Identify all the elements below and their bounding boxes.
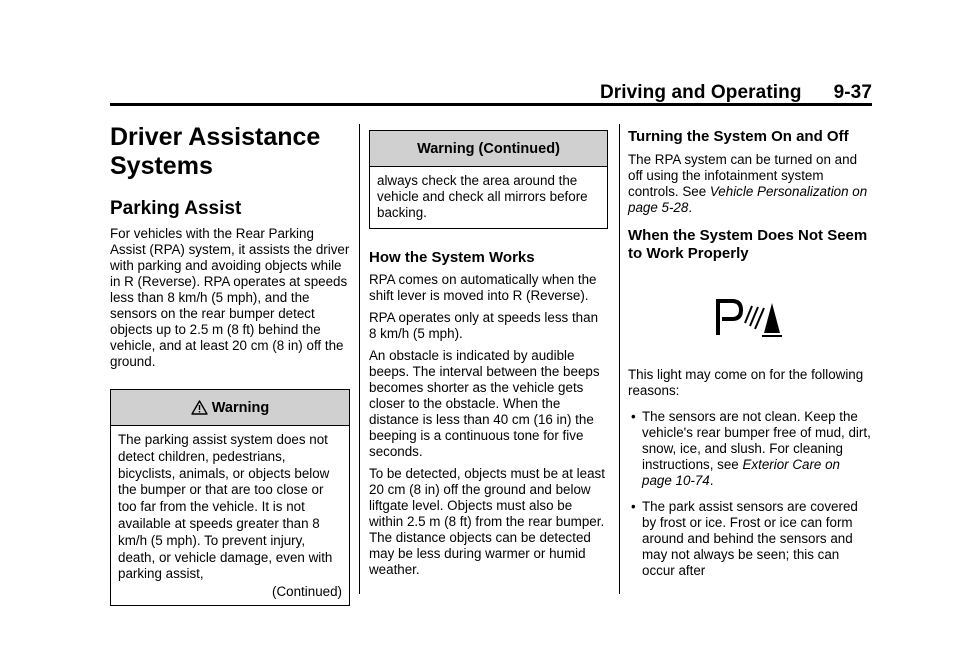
warning-box	[110, 389, 350, 606]
on-off-text: The RPA system can be turned on and off using the infotainment system controls. See	[628, 152, 858, 199]
column-divider-2	[619, 124, 620, 594]
column-1	[110, 124, 350, 606]
warning-title: Warning	[211, 399, 270, 416]
continued-label: (Continued)	[272, 584, 342, 600]
warning-triangle-icon	[191, 400, 208, 415]
how-p3: An obstacle is indicated by audible beeps. The interval between the beeps becomes shorter as the vehicle gets closer to the obstacle. When the distance is less than 40 cm (16 in) the beeping is a continuous tone for five seconds.	[369, 348, 600, 459]
warning-continued-text: always check the area around the vehicle and check all mirrors before backing.	[377, 173, 588, 220]
chapter-title-line2: Systems	[110, 152, 213, 180]
section-title: Driving and Operating	[599, 82, 802, 103]
section-heading-parking-assist: Parking Assist	[110, 198, 242, 219]
warning-text: The parking assist system does not detect children, pedestrians, bicyclists, animals, or objects below the bumper or that are too close or too far from the vehicle. It is not available at speeds greater than 8 km/h (5 mph). To prevent injury, death, or vehicle damage, even with parking assist,	[118, 432, 333, 582]
warning-continued-header: Warning (Continued)	[370, 131, 607, 167]
chapter-title-line1: Driver Assistance	[110, 123, 321, 151]
bullet-text-1: The sensors are not clean. Keep the vehicle's rear bumper free of mud, dirt, snow, ice, and slush. For cleaning instructions, see Exterior Care on page 10-74.	[642, 409, 871, 488]
column-3	[628, 128, 872, 579]
light-reasons-paragraph: This light may come on for the following reasons:	[628, 367, 864, 398]
how-p4: To be detected, objects must be at least 20 cm (8 in) off the ground and below liftgate level. Objects must also be within 2.5 m (8 ft) from the rear bumper. The distance objects can be detected may be less during warmer or humid weather.	[369, 466, 605, 577]
how-p2: RPA operates only at speeds less than 8 km/h (5 mph).	[369, 310, 599, 341]
intro-paragraph: For vehicles with the Rear Parking Assist (RPA) system, it assists the driver with parking and avoiding objects while in R (Reverse). RPA operates at speeds less than 8 km/h (5 mph), and the sensors on the rear bumper detect objects up to 2.5 m (8 ft) behind the vehicle, and at least 20 cm (8 in) off the ground.	[110, 226, 350, 369]
vehicle-personalization-link[interactable]: Vehicle Personalization on page 5-28	[628, 184, 868, 215]
section-heading-on-off: Turning the System On and Off	[628, 128, 849, 145]
on-off-paragraph	[628, 152, 872, 216]
park-assist-indicator-icon	[714, 297, 786, 337]
warning-continued-box	[369, 130, 608, 229]
column-divider-1	[359, 124, 360, 594]
section-heading-not-working: When the System Does Not Seem to Work Properly	[628, 227, 868, 262]
header-rule	[110, 103, 872, 106]
page-header	[110, 82, 872, 104]
bullet-glyph: •	[631, 499, 636, 514]
on-off-period: .	[688, 200, 693, 215]
warning-body	[111, 426, 349, 605]
section-heading-how-it-works: How the System Works	[369, 249, 535, 266]
warning-header	[111, 390, 349, 426]
list-item	[628, 409, 872, 489]
list-item	[628, 499, 872, 579]
exterior-care-link[interactable]: Exterior Care on page 10-74	[642, 457, 840, 488]
bullet-glyph: •	[631, 409, 636, 424]
page-number: 9-37	[833, 82, 872, 103]
column-2	[369, 130, 608, 578]
bullet-text-2: The park assist sensors are covered by frost or ice. Frost or ice can form around and behind the sensors and may not always be seen; this can occur after	[642, 499, 858, 578]
how-p1: RPA comes on automatically when the shift lever is moved into R (Reverse).	[369, 272, 597, 303]
indicator-icon-wrap	[628, 297, 872, 337]
